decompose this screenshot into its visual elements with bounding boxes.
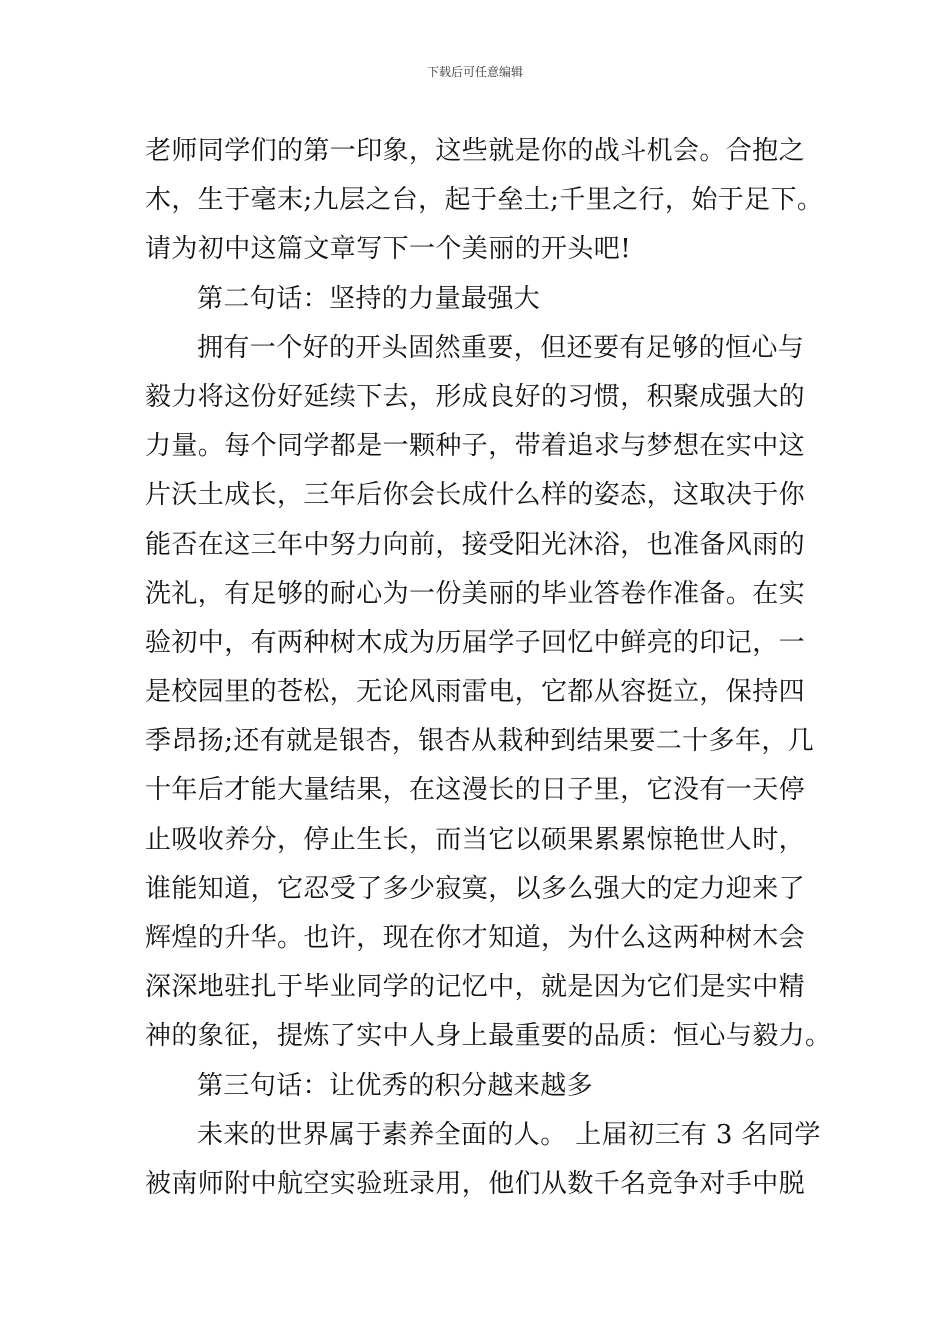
text-line: 木，生于毫末;九层之台，起于垒土;千里之行，始于足下。 xyxy=(145,185,824,216)
text-line: 季昂扬;还有就是银杏，银杏从栽种到结果要二十多年，几 xyxy=(145,726,815,757)
text-line: 是校园里的苍松，无论风雨雷电，它都从容挺立，保持四 xyxy=(145,677,806,708)
section-heading-3: 第三句话：让优秀的积分越来越多 xyxy=(197,1070,594,1101)
text-line: 毅力将这份好延续下去，形成良好的习惯，积聚成强大的 xyxy=(145,381,806,412)
text-line: 神的象征，提炼了实中人身上最重要的品质：恒心与毅力。 xyxy=(145,1021,832,1052)
text-line: 深深地驻扎于毕业同学的记忆中，就是因为它们是实中精 xyxy=(145,972,806,1003)
text-line: 止吸收养分，停止生长，而当它以硕果累累惊艳世人时， xyxy=(145,824,806,855)
text-line: 辉煌的升华。也许，现在你才知道，为什么这两种树木会 xyxy=(145,923,806,953)
section-heading-2: 第二句话：坚持的力量最强大 xyxy=(197,283,541,314)
text-line: 十年后才能大量结果，在这漫长的日子里，它没有一天停 xyxy=(145,775,806,806)
text-line: 力量。每个同学都是一颗种子，带着追求与梦想在实中这 xyxy=(145,431,806,462)
document-body xyxy=(145,127,832,1209)
text-line: 谁能知道，它忍受了多少寂寞，以多么强大的定力迎来了 xyxy=(145,873,806,904)
text-line: 片沃土成长，三年后你会长成什么样的姿态，这取决于你 xyxy=(145,480,806,511)
page-header: 下载后可任意编辑 xyxy=(426,65,523,79)
paragraph-start: 拥有一个好的开头固然重要，但还要有足够的恒心与 xyxy=(197,332,805,363)
text-line: 能否在这三年中努力向前，接受阳光沐浴，也准备风雨的 xyxy=(145,529,806,560)
text-line: 洗礼，有足够的耐心为一份美丽的毕业答卷作准备。在实 xyxy=(145,578,806,609)
text-line: 请为初中这篇文章写下一个美丽的开头吧! xyxy=(145,234,632,265)
paragraph-start: 未来的世界属于素养全面的人。 上届初三有 3 名同学 xyxy=(197,1119,821,1150)
text-line: 老师同学们的第一印象，这些就是你的战斗机会。合抱之 xyxy=(145,136,806,166)
text-line: 验初中，有两种树木成为历届学子回忆中鲜亮的印记，一 xyxy=(145,627,806,658)
text-line: 被南师附中航空实验班录用，他们从数千名竞争对手中脱 xyxy=(145,1168,806,1199)
